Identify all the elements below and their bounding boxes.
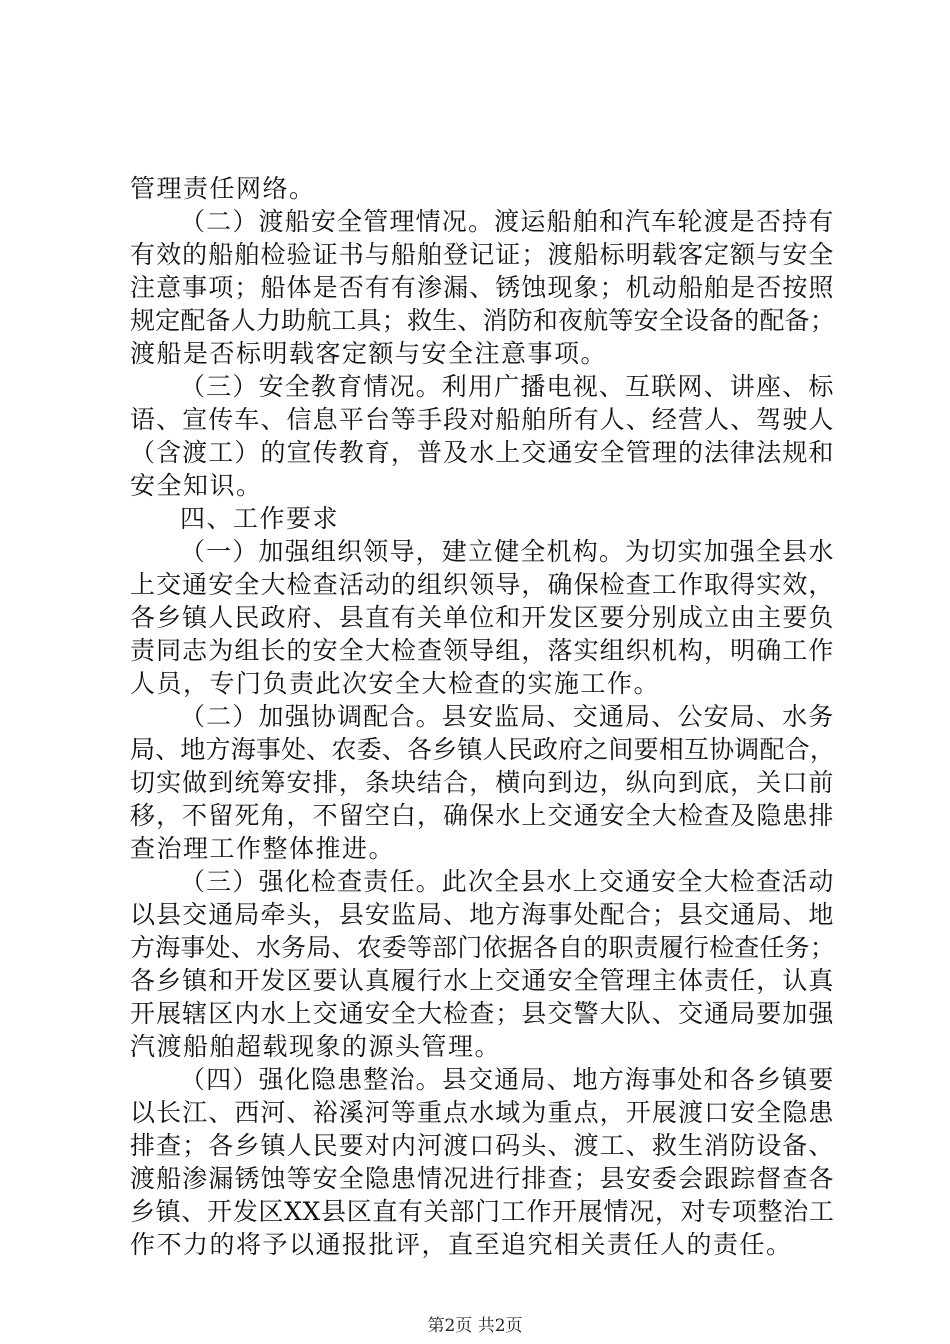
text-line: 管理责任网络。 bbox=[130, 174, 316, 203]
text-line: 安全知识。 bbox=[130, 471, 263, 500]
text-line: 方海事处、水务局、农委等部门依据各自的职责履行检查任务； bbox=[130, 933, 836, 962]
text-line: 人员，专门负责此次安全大检查的实施工作。 bbox=[130, 669, 661, 698]
text-line: （二）加强协调配合。县安监局、交通局、公安局、水务 bbox=[180, 702, 835, 731]
text-line: 查治理工作整体推进。 bbox=[130, 834, 396, 863]
text-line: 各乡镇人民政府、县直有关单位和开发区要分别成立由主要负 bbox=[130, 603, 835, 632]
text-line: 以长江、西河、裕溪河等重点水域为重点，开展渡口安全隐患 bbox=[130, 1098, 835, 1127]
text-line: 有效的船舶检验证书与船舶登记证；渡船标明载客定额与安全 bbox=[130, 240, 835, 269]
text-line: 乡镇、开发区XX县区直有关部门工作开展情况，对专项整治工 bbox=[130, 1197, 835, 1226]
text-line: 移，不留死角，不留空白，确保水上交通安全大检查及隐患排 bbox=[130, 801, 835, 830]
text-line: 汽渡船舶超载现象的源头管理。 bbox=[130, 1032, 502, 1061]
text-line: 注意事项；船体是否有有渗漏、锈蚀现象；机动船舶是否按照 bbox=[130, 273, 835, 302]
text-line: （一）加强组织领导，建立健全机构。为切实加强全县水 bbox=[180, 537, 835, 566]
text-line: 语、宣传车、信息平台等手段对船舶所有人、经营人、驾驶人 bbox=[130, 405, 835, 434]
text-line: （三）安全教育情况。利用广播电视、互联网、讲座、标 bbox=[180, 372, 835, 401]
text-line: （二）渡船安全管理情况。渡运船舶和汽车轮渡是否持有 bbox=[180, 207, 835, 236]
text-line: （三）强化检查责任。此次全县水上交通安全大检查活动 bbox=[180, 867, 835, 896]
text-line: 渡船渗漏锈蚀等安全隐患情况进行排查；县安委会跟踪督查各 bbox=[130, 1164, 835, 1193]
text-line: （含渡工）的宣传教育，普及水上交通安全管理的法律法规和 bbox=[130, 438, 835, 467]
text-line: 上交通安全大检查活动的组织领导，确保检查工作取得实效， bbox=[130, 570, 835, 599]
text-line: 切实做到统筹安排，条块结合，横向到边，纵向到底，关口前 bbox=[130, 768, 835, 797]
page-footer: 第2页 共2页 bbox=[427, 1316, 523, 1336]
text-line: 规定配备人力助航工具；救生、消防和夜航等安全设备的配备； bbox=[130, 306, 836, 335]
text-line: （四）强化隐患整治。县交通局、地方海事处和各乡镇要 bbox=[180, 1065, 835, 1094]
text-line: 局、地方海事处、农委、各乡镇人民政府之间要相互协调配合， bbox=[130, 735, 836, 764]
text-line: 以县交通局牵头，县安监局、地方海事处配合；县交通局、地 bbox=[130, 900, 835, 929]
text-line: 渡船是否标明载客定额与安全注意事项。 bbox=[130, 339, 608, 368]
section-heading: 四、工作要求 bbox=[180, 504, 340, 533]
text-line: 开展辖区内水上交通安全大检查；县交警大队、交通局要加强 bbox=[130, 999, 835, 1028]
text-line: 各乡镇和开发区要认真履行水上交通安全管理主体责任，认真 bbox=[130, 966, 835, 995]
text-line: 责同志为组长的安全大检查领导组，落实组织机构，明确工作 bbox=[130, 636, 835, 665]
text-line: 排查；各乡镇人民要对内河渡口码头、渡工、救生消防设备、 bbox=[130, 1131, 835, 1160]
text-line: 作不力的将予以通报批评，直至追究相关责任人的责任。 bbox=[130, 1230, 793, 1259]
